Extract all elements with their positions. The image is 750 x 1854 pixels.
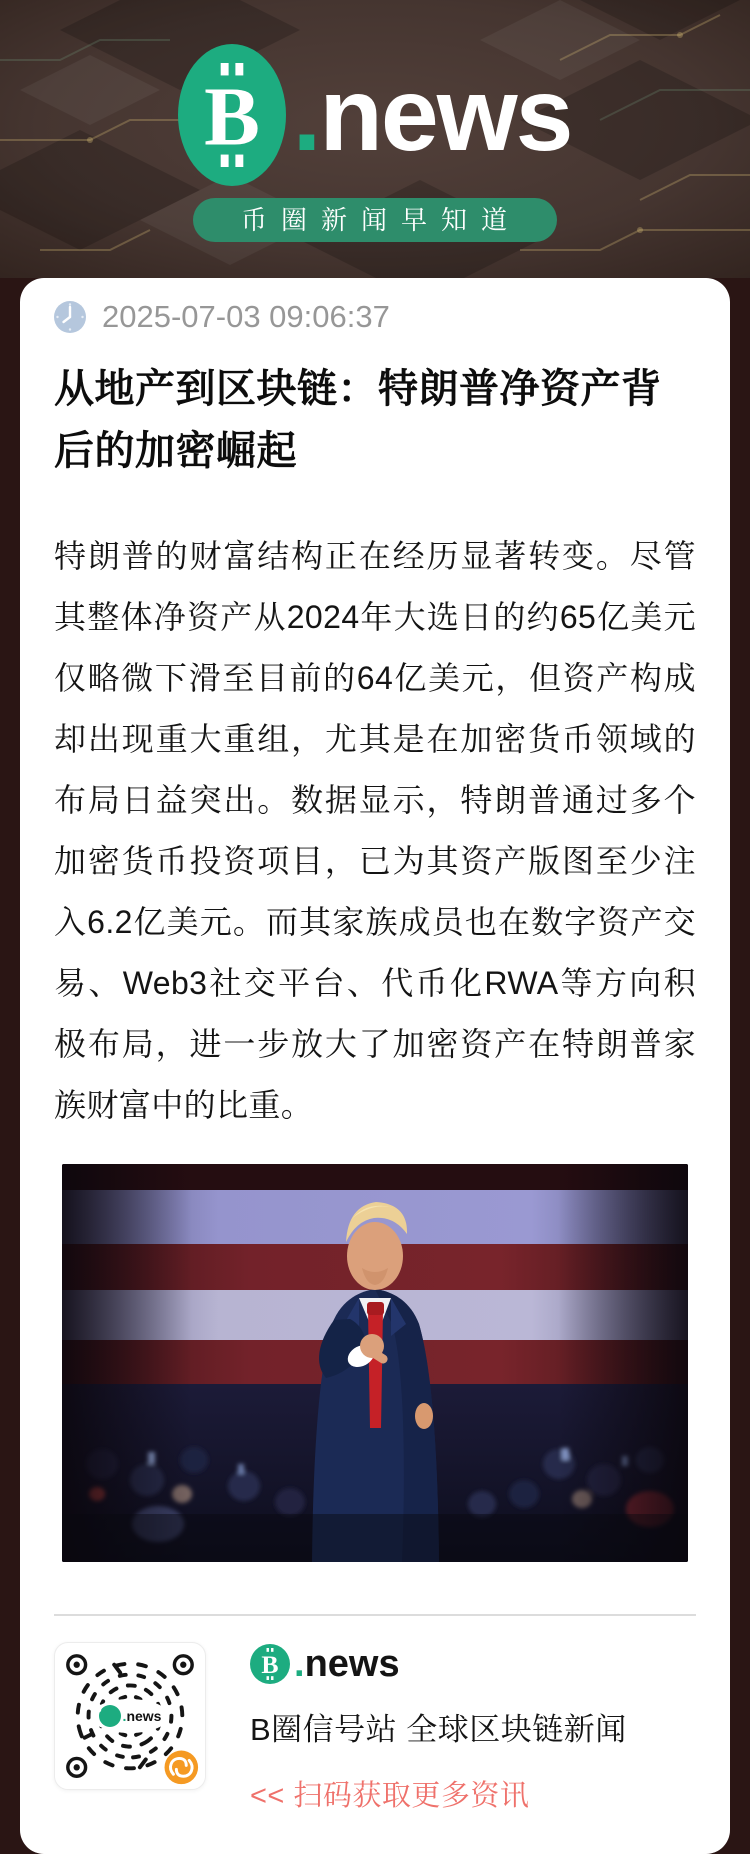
footer-logo (250, 1644, 627, 1684)
logo-name: news (319, 57, 572, 173)
bitcoin-logo-icon-footer (250, 1644, 290, 1684)
clock-icon (54, 301, 86, 333)
site-slogan-banner: 币圈新闻早知道 (193, 198, 557, 242)
article-timestamp: 2025-07-03 09:06:37 (102, 299, 390, 334)
qr-code[interactable] (54, 1642, 206, 1790)
article-image[interactable] (62, 1164, 688, 1562)
bitcoin-logo-icon-small (92, 1700, 121, 1727)
bitcoin-b-icon (91, 1699, 103, 1716)
footer-scan-hint: << 扫码获取更多资讯 (250, 1780, 530, 1812)
bitcoin-logo-icon (178, 44, 286, 186)
footer-tagline: B圈信号站 全球区块链新闻 (250, 1712, 627, 1747)
miniprogram-icon (165, 1751, 199, 1785)
site-logo[interactable] (0, 44, 750, 186)
footer-info (250, 1642, 627, 1814)
qr-center-wordmark: .news (122, 1708, 162, 1724)
bitcoin-b-icon (259, 1648, 281, 1680)
footer-logo-wordmark: . news (294, 1643, 400, 1685)
svg-text:B: B (261, 1650, 279, 1680)
bitcoin-b-icon (196, 63, 268, 167)
article-meta (54, 300, 696, 334)
article-title: 从地产到区块链：特朗普净资产背后的加密崛起 (54, 367, 662, 473)
svg-text:B: B (204, 70, 261, 164)
site-header (0, 0, 750, 278)
footer-divider (54, 1614, 696, 1616)
logo-dot: . (292, 57, 320, 173)
site-logo-wordmark (292, 57, 572, 173)
article-card (20, 278, 730, 1854)
trump-photo-illustration (62, 1164, 688, 1562)
card-footer (54, 1642, 696, 1814)
article-body: 特朗普的财富结构正在经历显著转变。尽管其整体净资产从2024年大选日的约65亿美元仅略微下滑至目前的64亿美元，但资产构成却出现重大重组，尤其是在加密货币领域的布局日益突出。数据显示，特朗普通过多个加密货币投资项目，已为其资产版图至少注入6.2亿美元。而其家族成员也在数字资产交易、Web3社交平台、代币化RWA等方向积极布局，进一步放大了加密资产在特朗普家族财富中的比重。 (54, 538, 696, 1123)
qr-center-logo (91, 1699, 169, 1733)
svg-text:B: B (92, 1700, 102, 1716)
